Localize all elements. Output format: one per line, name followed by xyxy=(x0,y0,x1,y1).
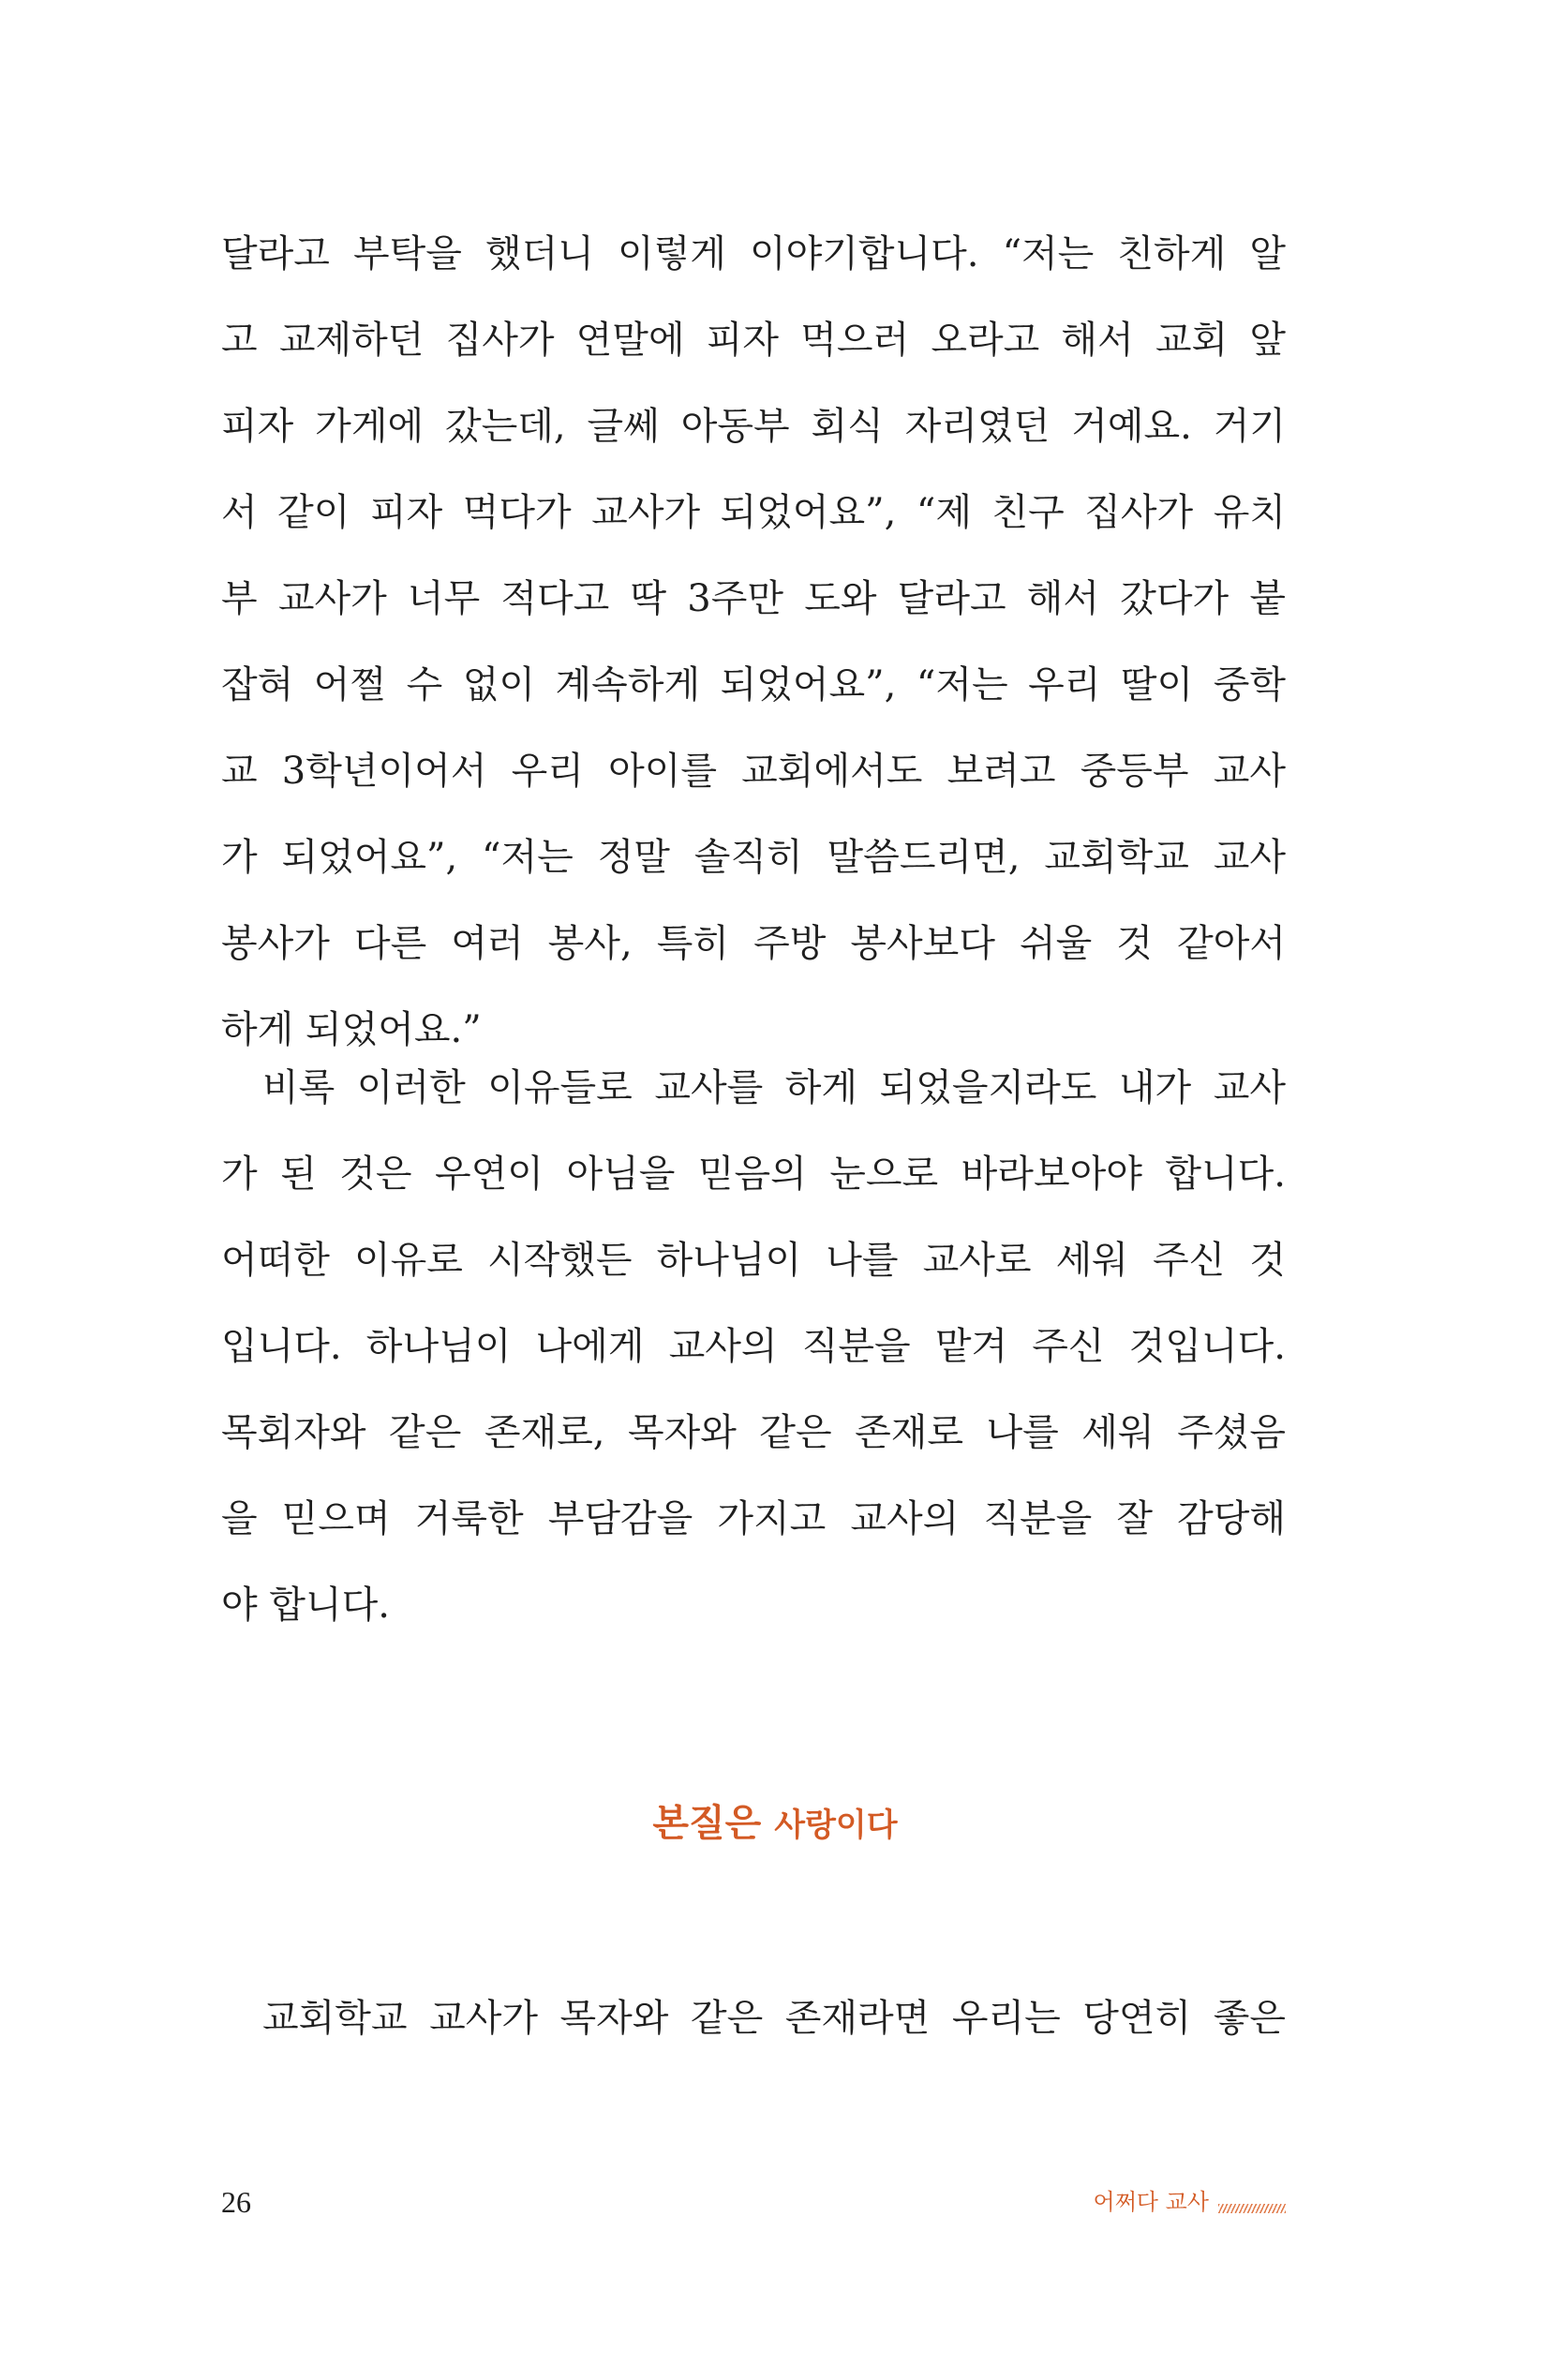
section-heading-main: 본질은 xyxy=(652,1802,762,1845)
text-line: 피자 가게에 갔는데, 글쎄 아동부 회식 자리였던 거예요. 거기 xyxy=(221,405,1286,448)
text-line: 어떠한 이유로 시작했든 하나님이 나를 교사로 세워 주신 것 xyxy=(221,1239,1286,1282)
text-line: 가 된 것은 우연이 아님을 믿음의 눈으로 바라보아야 합니다. xyxy=(221,1153,1286,1196)
text-line: 달라고 부탁을 했더니 이렇게 이야기합니다. “저는 친하게 알 xyxy=(221,232,1286,275)
text-line: 가 되었어요”, “저는 정말 솔직히 말씀드리면, 교회학교 교사 xyxy=(221,836,1286,879)
text-line: 교 3학년이어서 우리 아이를 교회에서도 보려고 중등부 교사 xyxy=(221,750,1286,793)
text-line: 을 믿으며 거룩한 부담감을 가지고 교사의 직분을 잘 감당해 xyxy=(221,1497,1286,1540)
text-line: 교회학교 교사가 목자와 같은 존재라면 우리는 당연히 좋은 xyxy=(262,1997,1286,2040)
text-line: 봉사가 다른 여러 봉사, 특히 주방 봉사보다 쉬울 것 같아서 xyxy=(221,922,1286,965)
section-heading-sub: 사랑이다 xyxy=(774,1807,898,1844)
text-line: 목회자와 같은 존재로, 목자와 같은 존재로 나를 세워 주셨음 xyxy=(221,1411,1286,1454)
paragraph-1 xyxy=(221,211,1286,1073)
text-line: 고 교제하던 집사가 연말에 피자 먹으러 오라고 해서 교회 앞 xyxy=(221,319,1286,362)
section-heading xyxy=(0,1797,1550,1852)
paragraph-2 xyxy=(221,1045,1286,1648)
decorative-hatch xyxy=(1218,2204,1286,2213)
paragraph-3 xyxy=(221,1975,1286,2061)
text-line: 부 교사가 너무 적다고 딱 3주만 도와 달라고 해서 갔다가 붙 xyxy=(221,577,1286,620)
text-line: 서 같이 피자 먹다가 교사가 되었어요”, “제 친구 집사가 유치 xyxy=(221,491,1286,534)
page-number: 26 xyxy=(221,2185,251,2219)
text-line: 입니다. 하나님이 나에게 교사의 직분을 맡겨 주신 것입니다. xyxy=(221,1325,1286,1368)
text-line: 하게 되었어요.” xyxy=(221,1008,482,1051)
running-title: 어쩌다 교사 xyxy=(1093,2189,1209,2215)
text-line: 잡혀 어쩔 수 없이 계속하게 되었어요”, “저는 우리 딸이 중학 xyxy=(221,663,1286,707)
text-line: 비록 이러한 이유들로 교사를 하게 되었을지라도 내가 교사 xyxy=(262,1066,1286,1109)
text-line: 야 합니다. xyxy=(221,1584,390,1627)
